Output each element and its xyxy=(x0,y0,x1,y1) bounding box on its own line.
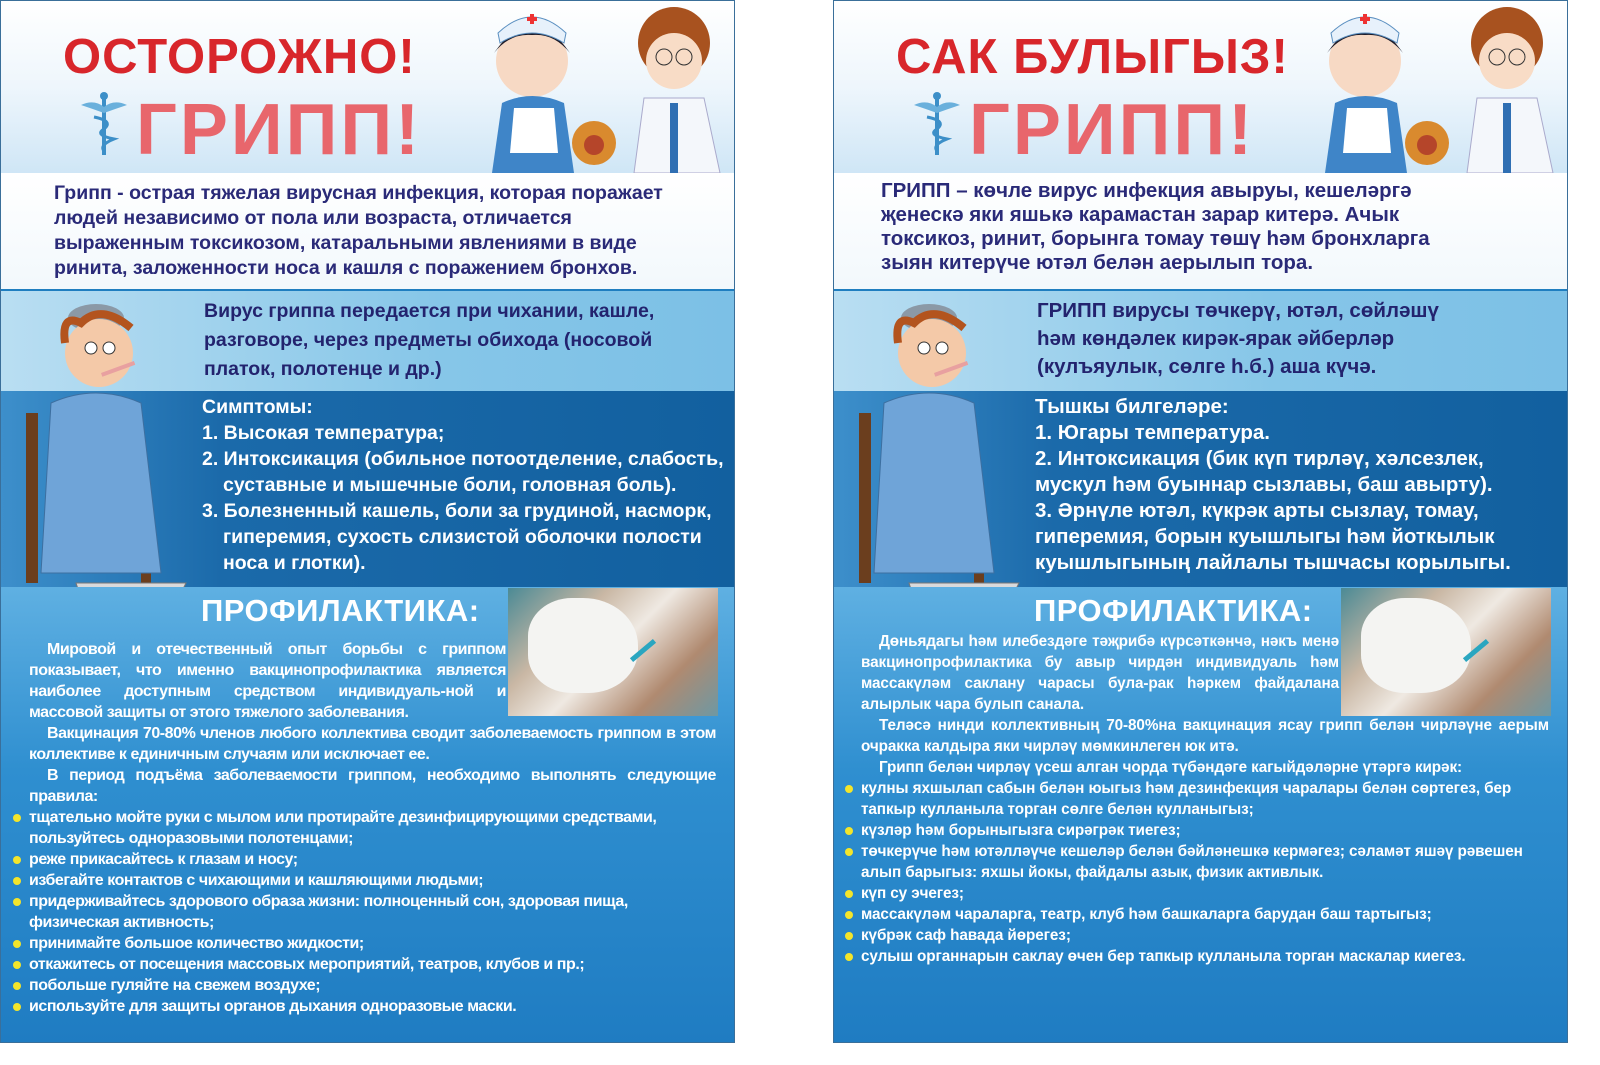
rule-bullet-item: побольше гуляйте на свежем воздухе; xyxy=(29,975,716,996)
rule-bullet-item: массакүләм чараларга, театр, клуб һәм башкаларга барудан баш тартыгыз; xyxy=(861,904,1549,925)
intro-line: людей независимо от пола или возраста, отличается xyxy=(54,207,572,229)
rule-bullet-item: тщательно мойте руки с мылом или протирайте дезинфицирующими средствами, пользуйтесь одноразовыми полотенцами; xyxy=(29,807,716,849)
transmission-line: разговоре, через предметы обихода (носовой xyxy=(204,329,653,351)
poster-header xyxy=(834,1,1567,173)
poster-tatar xyxy=(833,0,1568,1043)
rule-bullet-item: используйте для защиты органов дыхания одноразовые маски. xyxy=(29,996,716,1017)
sick-man-illustration xyxy=(854,293,1029,623)
prophylaxis-heading: ПРОФИЛАКТИКА: xyxy=(1034,593,1313,628)
prophylaxis-section xyxy=(834,587,1567,1043)
prophylaxis-paragraph: В период подъёма заболеваемости гриппом, необходимо выполнять следующие правила: xyxy=(29,767,716,805)
prophylaxis-paragraph: Грипп белән чирләү үсеш алган чорда түбәндәге кагыйдәләрне үтәргә кирәк: xyxy=(879,759,1463,776)
transmission-line: платок, полотенце и др.) xyxy=(204,358,442,380)
intro-line: ГРИПП – көчле вирус инфекция авыруы, кешеләргә xyxy=(881,179,1412,202)
intro-line: токсикоз, ринит, борынга томау төшү һәм бронхларга xyxy=(881,227,1430,250)
symptom-item: 2. Интоксикация (бик күп тирләү, хәлсезлек, мускул һәм буыннар сызлавы, баш авырту). xyxy=(1035,447,1493,496)
prophylaxis-body xyxy=(834,631,1567,967)
symptom-item: 1. Югары температура. xyxy=(1035,421,1270,444)
transmission-line: Вирус гриппа передается при чихании, кашле, xyxy=(204,300,655,322)
sick-man-illustration xyxy=(21,293,196,623)
prophylaxis-body xyxy=(1,639,734,1017)
rule-bullet-item: придерживайтесь здорового образа жизни: полноценный сон, здоровая пища, физическая активность; xyxy=(29,891,716,933)
rule-bullet-item: күп су эчегез; xyxy=(861,883,1549,904)
intro-line: ринита, заложенности носа и кашля с поражением бронхов. xyxy=(54,257,638,279)
flu-title: ГРИПП! xyxy=(969,90,1256,170)
rule-bullet-item: төчкерүче һәм ютәлләүче кешеләр белән бәйләнешкә кермәгез; сәламәт яшәү рәвешен алып барыгыз: яхшы йокы, файдалы азык, физик активлык. xyxy=(861,841,1549,883)
caduceus-icon xyxy=(912,91,962,157)
prophylaxis-section xyxy=(1,587,734,1043)
warning-title: САК БУЛЫГЫЗ! xyxy=(896,30,1289,84)
symptoms-heading: Тышкы билгеләре: xyxy=(1035,395,1229,418)
rule-bullet-item: избегайте контактов с чихающими и кашляющими людьми; xyxy=(29,870,716,891)
rule-bullet-item: принимайте большое количество жидкости; xyxy=(29,933,716,954)
flu-title: ГРИПП! xyxy=(136,90,423,170)
transmission-line: (кулъяулык, сөлге һ.б.) аша күчә. xyxy=(1037,355,1377,378)
rule-bullet-item: откажитесь от посещения массовых мероприятий, театров, клубов и пр.; xyxy=(29,954,716,975)
symptom-item: 2. Интоксикация (обильное потоотделение, слабость, суставные и мышечные боли, головная боль). xyxy=(202,448,724,496)
nurse-doctor-illustration xyxy=(484,3,724,173)
transmission-line: һәм көндәлек кирәк-ярак әйберләр xyxy=(1037,327,1395,350)
photo-spacer xyxy=(1339,631,1549,715)
caduceus-icon xyxy=(79,91,129,157)
prophylaxis-paragraph: Мировой и отечественный опыт борьбы с гриппом показывает, что именно вакцинопрофилактика является наиболее доступным средством индивидуаль-ной и массовой защиты от этого тяжелого заболевания. xyxy=(29,641,506,721)
rule-bullet-item: реже прикасайтесь к глазам и носу; xyxy=(29,849,716,870)
intro-line: җенескә яки яшькә карамастан зарар китерә. Ачык xyxy=(881,203,1400,226)
intro-line: зыян китерүче ютәл белән аерылып тора. xyxy=(881,251,1314,274)
symptoms-heading: Симптомы: xyxy=(202,396,313,418)
poster-russian xyxy=(0,0,735,1043)
transmission-line: ГРИПП вирусы төчкерү, ютәл, сөйләшү xyxy=(1037,299,1439,322)
rule-bullet-item: күбрәк саф һавада йөрегез; xyxy=(861,925,1549,946)
symptom-item: 3. Әрнүле ютәл, күкрәк арты сызлау, томау, гиперемия, борын куышлыгы һәм йоткылык куышлыгының лайлалы тышчасы корылыгы. xyxy=(1035,499,1511,574)
prophylaxis-paragraph: Теләсә нинди коллективның 70-80%на вакцинация ясау грипп белән чирләүне аерым очракка калдыра яки чирләү мөмкинлеген юк итә. xyxy=(861,717,1549,755)
intro-text xyxy=(834,173,1567,289)
prophylaxis-paragraph: Вакцинация 70-80% членов любого коллектива сводит заболеваемость гриппом в этом коллективе к единичным случаям или исключает ее. xyxy=(29,725,716,763)
prophylaxis-heading: ПРОФИЛАКТИКА: xyxy=(201,593,480,628)
warning-title: ОСТОРОЖНО! xyxy=(63,30,416,84)
symptom-item: 1. Высокая температура; xyxy=(202,422,445,444)
rule-bullet-item: күзләр һәм борыныгызга сирәгрәк тиегез; xyxy=(861,820,1549,841)
rule-bullet-item: кулны яхшылап сабын белән юыгыз һәм дезинфекция чаралары белән сөртегез, бер тапкыр кулланыла торган сөлге белән кулланыгыз; xyxy=(861,778,1549,820)
photo-spacer xyxy=(506,639,716,723)
nurse-doctor-illustration xyxy=(1317,3,1557,173)
intro-line: выраженным токсикозом, катаральными явлениями в виде xyxy=(54,232,637,254)
poster-header xyxy=(1,1,734,173)
intro-text xyxy=(1,173,734,289)
prophylaxis-paragraph: Дөньядагы һәм илебездәге тәҗрибә күрсәткәнчә, нәкъ менә вакцинопрофилактика бу авыр чирдән индивидуаль һәм массакүләм саклану чарасы булa-рак һәркем файдалана алырлык чара булып санала. xyxy=(861,633,1339,713)
rule-bullet-item: сулыш органнарын саклау өчен бер тапкыр кулланыла торган маскалар киегез. xyxy=(861,946,1549,967)
intro-line: Грипп - острая тяжелая вирусная инфекция, которая поражает xyxy=(54,182,663,204)
symptom-item: 3. Болезненный кашель, боли за грудиной, насморк, гиперемия, сухость слизистой оболочки полости носа и глотки). xyxy=(202,500,712,574)
